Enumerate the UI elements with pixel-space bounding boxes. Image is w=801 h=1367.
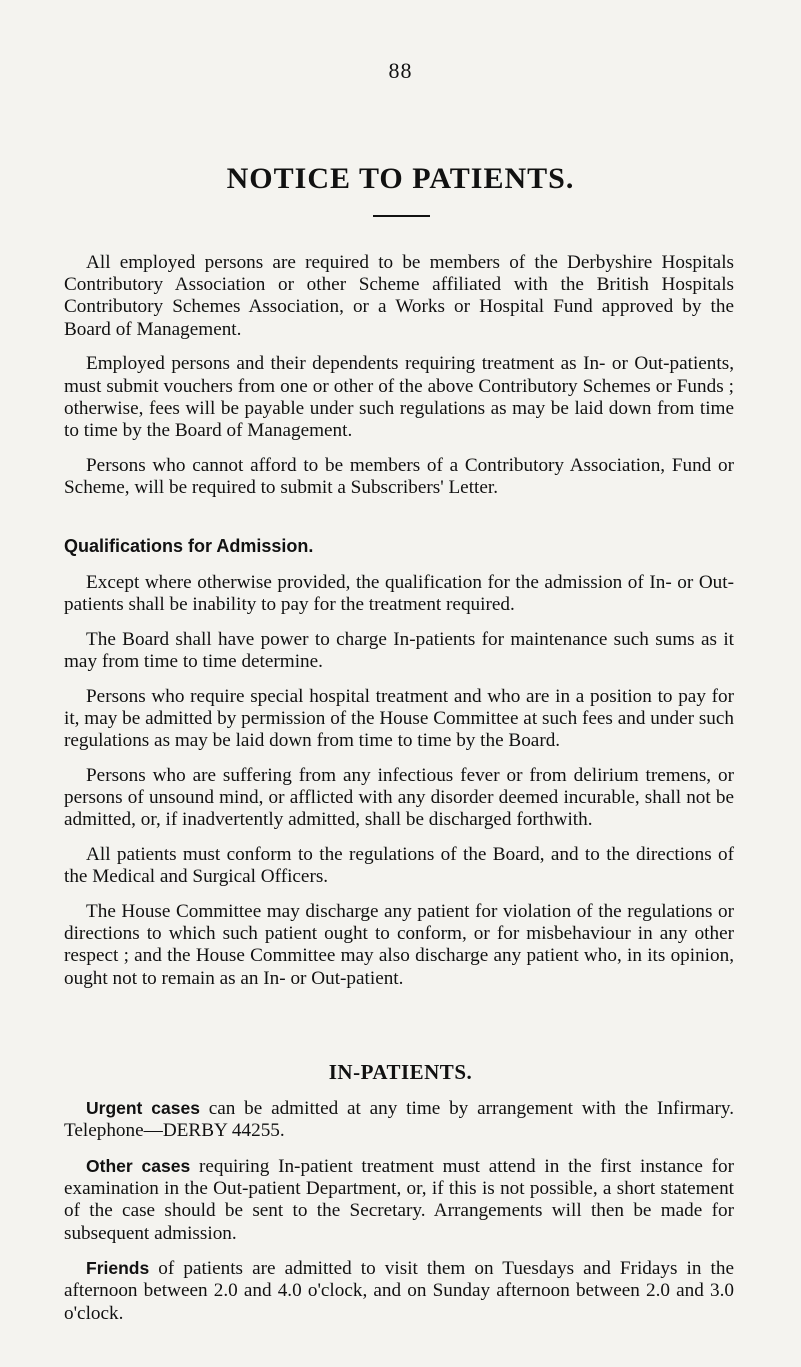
inpatients-paragraph <box>64 1097 734 1142</box>
paragraph-lead: Urgent cases <box>86 1098 200 1118</box>
qualifications-paragraph: Persons who are suffering from any infectious fever or from delirium tremens, or persons of unsound mind, or afflicted with any disorder deemed incurable, shall not be admitted, or, if inadvertently admitted, shall be discharged forthwith. <box>64 764 734 831</box>
qualifications-paragraph: All patients must conform to the regulations of the Board, and to the directions of the Medical and Surgical Officers. <box>64 844 734 888</box>
paragraph-lead: Friends <box>86 1258 150 1279</box>
page-title: NOTICE TO PATIENTS. <box>226 162 575 195</box>
paragraph-text: requiring In-patient treatment must attend in the first instance for examination in the Out-patient Department, or, if this is not possible, a short statement of the case should be sent to the Secretary. Arrangements will then be made for subsequent admission. <box>64 1155 735 1244</box>
paragraph-text: can be admitted at any time by arrangement with the Infirmary. Telephone—DERBY 44255. <box>64 1098 734 1142</box>
qualifications-section <box>64 572 734 1002</box>
intro-paragraph: Persons who cannot afford to be members of a Contributory Association, Fund or Scheme, will be required to submit a Subscribers' Letter. <box>64 454 734 498</box>
intro-section <box>64 252 734 512</box>
inpatients-heading: IN-PATIENTS. <box>328 1060 473 1084</box>
inpatients-paragraph <box>64 1257 734 1325</box>
inpatients-paragraph <box>64 1155 734 1245</box>
inpatients-section <box>64 1097 734 1337</box>
qualifications-paragraph: The House Committee may discharge any patient for violation of the regulations or directions to which such patient ought to conform, or for misbehaviour in any other respect ; and the House Committee may also discharge any patient who, in its opinion, ought not to remain as an In- or Out-patient. <box>64 900 734 989</box>
intro-paragraph: Employed persons and their dependents requiring treatment as In- or Out-patients, must submit vouchers from one or other of the above Contributory Schemes or Funds ; otherwise, fees will be payable under such regulations as may be laid down from time to time by the Board of Management. <box>64 353 734 441</box>
qualifications-heading: Qualifications for Admission. <box>64 536 314 556</box>
title-divider <box>373 215 430 217</box>
paragraph-lead: Other cases <box>86 1155 191 1176</box>
page-number: 88 <box>388 58 413 83</box>
qualifications-paragraph: Except where otherwise provided, the qualification for the admission of In- or Out-patients shall be inability to pay for the treatment required. <box>64 572 734 616</box>
qualifications-paragraph: Persons who require special hospital treatment and who are in a position to pay for it, may be admitted by permission of the House Committee at such fees and under such regulations as may be laid down from time to time by the Board. <box>64 685 734 752</box>
qualifications-paragraph: The Board shall have power to charge In-patients for maintenance such sums as it may from time to time determine. <box>64 628 734 673</box>
paragraph-text: of patients are admitted to visit them on Tuesdays and Fridays in the afternoon between 2.0 and 4.0 o'clock, and on Sunday afternoon between 2.0 and 3.0 o'clock. <box>64 1258 734 1324</box>
intro-paragraph: All employed persons are required to be members of the Derbyshire Hospitals Contributory Association or other Scheme affiliated with the British Hospitals Contributory Schemes Association, or a Works or Hospital Fund approved by the Board of Management. <box>64 252 734 340</box>
